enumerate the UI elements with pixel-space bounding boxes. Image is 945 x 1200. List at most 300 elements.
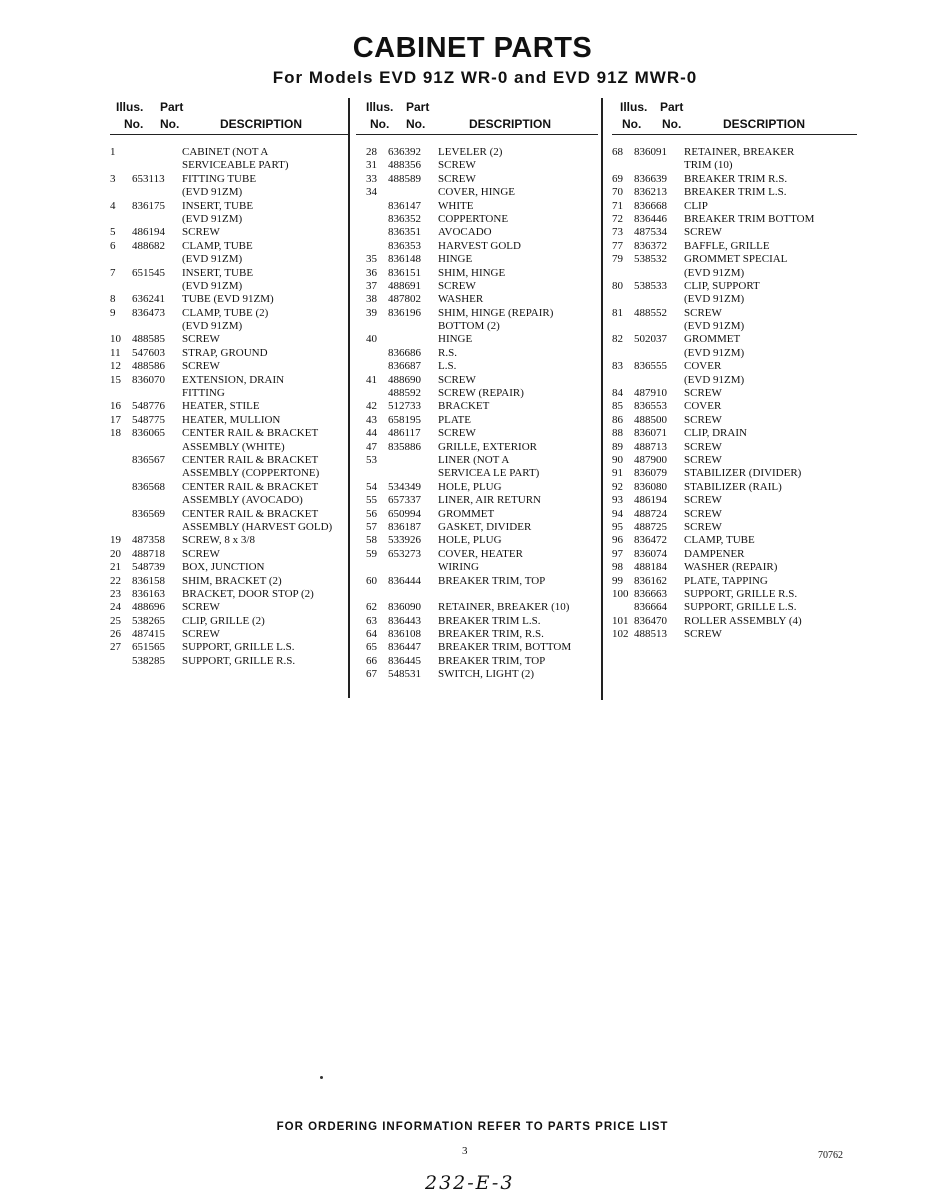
document-number: 70762 — [818, 1150, 843, 1161]
part-number: 836353 — [388, 239, 421, 252]
part-description: GROMMET SPECIAL — [684, 253, 788, 266]
header-rule-1 — [110, 134, 348, 135]
illus-number: 97 — [612, 547, 623, 560]
illus-number: 91 — [612, 467, 623, 480]
part-number: 836668 — [634, 199, 667, 212]
part-number: 488586 — [132, 360, 165, 373]
part-number: 836196 — [388, 306, 421, 319]
part-description: SUPPORT, GRILLE L.S. — [182, 641, 295, 654]
illus-number: 81 — [612, 306, 623, 319]
part-number: 836372 — [634, 239, 667, 252]
part-description: HARVEST GOLD — [438, 239, 521, 252]
part-description: SCREW — [684, 413, 722, 426]
header-part-no: No. — [160, 117, 180, 131]
part-number: 651565 — [132, 641, 165, 654]
part-description: L.S. — [438, 360, 457, 373]
part-description: COVER, HINGE — [438, 186, 515, 199]
part-description: SHIM, HINGE — [438, 266, 506, 279]
part-number: 836568 — [132, 480, 165, 493]
part-number: 836163 — [132, 587, 165, 600]
illus-number: 16 — [110, 400, 121, 413]
illus-number: 38 — [366, 293, 377, 306]
part-number: 486194 — [634, 494, 667, 507]
illus-number: 88 — [612, 427, 623, 440]
part-number: 836567 — [132, 453, 165, 466]
part-description: CLAMP, TUBE (2) — [182, 306, 269, 319]
part-number: 836664 — [634, 601, 667, 614]
part-description: SUPPORT, GRILLE R.S. — [684, 587, 798, 600]
part-description: CENTER RAIL & BRACKET — [182, 507, 319, 520]
part-description: CLIP — [684, 199, 708, 212]
illus-number: 17 — [110, 413, 121, 426]
part-description: LINER, AIR RETURN — [438, 494, 541, 507]
part-description: SCREW (REPAIR) — [438, 387, 524, 400]
part-description: R.S. — [438, 346, 457, 359]
illus-number: 94 — [612, 507, 623, 520]
part-number: 487358 — [132, 534, 165, 547]
part-number: 836569 — [132, 507, 165, 520]
part-number: 836147 — [388, 199, 421, 212]
illus-number: 23 — [110, 587, 121, 600]
part-number: 836470 — [634, 614, 667, 627]
part-description: COVER, HEATER — [438, 547, 523, 560]
part-description: HEATER, MULLION — [182, 413, 281, 426]
illus-number: 100 — [612, 587, 629, 600]
part-description: CLAMP, TUBE — [182, 239, 253, 252]
part-description: BRACKET, DOOR STOP (2) — [182, 587, 314, 600]
part-description: BREAKER TRIM R.S. — [684, 172, 788, 185]
part-number: 836090 — [388, 601, 421, 614]
part-description: RETAINER, BREAKER — [684, 146, 795, 158]
part-description: CENTER RAIL & BRACKET — [182, 427, 319, 440]
header-description: DESCRIPTION — [723, 117, 806, 131]
part-description: STRAP, GROUND — [182, 346, 268, 359]
part-description: COPPERTONE — [438, 212, 509, 225]
header-no: No. — [370, 117, 390, 131]
part-description: INSERT, TUBE — [182, 199, 254, 212]
speck — [320, 1076, 323, 1079]
part-number: 836148 — [388, 253, 421, 266]
part-number: 488592 — [388, 387, 421, 400]
part-number: 836091 — [634, 146, 667, 158]
header-rule-3 — [612, 134, 857, 135]
part-description: AVOCADO — [438, 226, 492, 239]
part-description: TRIM (10) — [684, 159, 733, 172]
part-number: 486117 — [388, 427, 421, 440]
part-number: 488691 — [388, 279, 421, 292]
illus-number: 24 — [110, 601, 121, 614]
illus-number: 66 — [366, 654, 377, 667]
part-number: 650994 — [388, 507, 421, 520]
part-number: 836443 — [388, 614, 421, 627]
part-number: 488184 — [634, 561, 667, 574]
illus-number: 90 — [612, 453, 623, 466]
part-description: EXTENSION, DRAIN — [182, 373, 285, 386]
part-description: WASHER (REPAIR) — [684, 561, 778, 574]
part-number: 836351 — [388, 226, 421, 239]
column-divider-2 — [601, 98, 603, 700]
part-description: SCREW — [684, 628, 722, 641]
part-description: BAFFLE, GRILLE — [684, 239, 770, 252]
header-part-no: No. — [406, 117, 426, 131]
part-number: 651545 — [132, 266, 165, 279]
part-description: SHIM, BRACKET (2) — [182, 574, 282, 587]
part-description: BREAKER TRIM, BOTTOM — [438, 641, 572, 654]
part-number: 488690 — [388, 373, 421, 386]
page-subtitle: For Models EVD 91Z WR-0 and EVD 91Z MWR-0 — [272, 68, 698, 87]
part-number: 547603 — [132, 346, 165, 359]
part-number: 534349 — [388, 480, 421, 493]
part-description: WIRING — [438, 561, 479, 574]
part-description: SCREW — [182, 601, 220, 614]
part-description: BREAKER TRIM L.S. — [438, 614, 541, 627]
part-description: BREAKER TRIM, R.S. — [438, 628, 544, 641]
column-header — [110, 96, 350, 132]
illus-number: 28 — [366, 146, 377, 158]
part-description: BREAKER TRIM, TOP — [438, 654, 546, 667]
part-description: (EVD 91ZM) — [182, 212, 243, 225]
part-description: (EVD 91ZM) — [684, 266, 745, 279]
part-number: 836445 — [388, 654, 421, 667]
part-description: HINGE — [438, 253, 473, 266]
part-description: GASKET, DIVIDER — [438, 520, 532, 533]
part-description: CLIP, GRILLE (2) — [182, 614, 265, 627]
part-number: 488725 — [634, 520, 667, 533]
column-header — [612, 96, 857, 132]
illus-number: 73 — [612, 226, 623, 239]
part-description: ASSEMBLY (COPPERTONE) — [182, 467, 320, 480]
part-number: 657337 — [388, 494, 421, 507]
part-description: SWITCH, LIGHT (2) — [438, 668, 535, 681]
illus-number: 7 — [110, 266, 116, 279]
part-number: 488356 — [388, 159, 421, 172]
part-description: SCREW — [684, 453, 722, 466]
part-description: SERVICEABLE PART) — [182, 159, 289, 172]
part-description: CLAMP, TUBE — [684, 534, 755, 547]
part-description: TUBE (EVD 91ZM) — [182, 293, 274, 306]
illus-number: 21 — [110, 561, 121, 574]
part-number: 836151 — [388, 266, 421, 279]
part-number: 836472 — [634, 534, 667, 547]
header-illus: Illus. — [366, 100, 394, 114]
part-number: 488696 — [132, 601, 165, 614]
illus-number: 47 — [366, 440, 377, 453]
illus-number: 63 — [366, 614, 377, 627]
illus-number: 71 — [612, 199, 623, 212]
part-number: 653273 — [388, 547, 421, 560]
part-description: (EVD 91ZM) — [182, 279, 243, 292]
part-number: 836553 — [634, 400, 667, 413]
part-number: 548531 — [388, 668, 421, 681]
illus-number: 10 — [110, 333, 121, 346]
page-number: 3 — [462, 1145, 468, 1157]
part-number: 836213 — [634, 186, 667, 199]
illus-number: 80 — [612, 279, 623, 292]
part-description: ASSEMBLY (AVOCADO) — [182, 494, 303, 507]
illus-number: 44 — [366, 427, 377, 440]
part-number: 488589 — [388, 172, 421, 185]
header-rule-2 — [356, 134, 598, 135]
part-number: 487900 — [634, 453, 667, 466]
illus-number: 33 — [366, 172, 377, 185]
part-number: 488585 — [132, 333, 165, 346]
part-number: 653113 — [132, 172, 165, 185]
illus-number: 25 — [110, 614, 121, 627]
part-description: LINER (NOT A — [438, 453, 510, 466]
part-number: 512733 — [388, 400, 421, 413]
part-number: 836686 — [388, 346, 421, 359]
part-description: (EVD 91ZM) — [684, 320, 745, 333]
part-description: STABILIZER (DIVIDER) — [684, 467, 802, 480]
part-number: 488713 — [634, 440, 667, 453]
part-description: BREAKER TRIM, TOP — [438, 574, 546, 587]
header-description: DESCRIPTION — [469, 117, 552, 131]
part-number: 487910 — [634, 387, 667, 400]
illus-number: 58 — [366, 534, 377, 547]
part-number: 835886 — [388, 440, 421, 453]
part-description: LEVELER (2) — [438, 146, 503, 158]
header-illus: Illus. — [620, 100, 648, 114]
illus-number: 40 — [366, 333, 377, 346]
part-number: 836473 — [132, 306, 165, 319]
part-description: SCREW — [684, 306, 722, 319]
part-description: SUPPORT, GRILLE L.S. — [684, 601, 797, 614]
illus-number: 99 — [612, 574, 623, 587]
illus-number: 22 — [110, 574, 121, 587]
illus-number: 4 — [110, 199, 116, 212]
header-no: No. — [622, 117, 642, 131]
illus-number: 92 — [612, 480, 623, 493]
part-description: HOLE, PLUG — [438, 534, 502, 547]
column-header — [356, 96, 596, 132]
part-description: ROLLER ASSEMBLY (4) — [684, 614, 802, 627]
part-number: 836444 — [388, 574, 421, 587]
part-number: 836663 — [634, 587, 667, 600]
part-number: 836079 — [634, 467, 667, 480]
illus-number: 41 — [366, 373, 377, 386]
part-number: 836639 — [634, 172, 667, 185]
ordering-note: FOR ORDERING INFORMATION REFER TO PARTS PRICE LIST — [276, 1121, 669, 1133]
part-description: SCREW — [684, 520, 722, 533]
illus-number: 43 — [366, 413, 377, 426]
part-number: 488552 — [634, 306, 667, 319]
part-description: COVER — [684, 360, 722, 373]
illus-number: 72 — [612, 212, 623, 225]
part-number: 548739 — [132, 561, 165, 574]
part-description: (EVD 91ZM) — [182, 186, 243, 199]
part-description: PLATE, TAPPING — [684, 574, 768, 587]
part-description: SCREW — [684, 494, 722, 507]
part-number: 538265 — [132, 614, 165, 627]
part-description: SUPPORT, GRILLE R.S. — [182, 654, 296, 667]
illus-number: 82 — [612, 333, 623, 346]
illus-number: 64 — [366, 628, 377, 641]
part-description: GROMMET — [438, 507, 495, 520]
part-description: BOTTOM (2) — [438, 320, 500, 333]
part-description: SCREW, 8 x 3/8 — [182, 534, 255, 547]
part-description: HEATER, STILE — [182, 400, 260, 413]
illus-number: 56 — [366, 507, 377, 520]
part-description: SCREW — [438, 159, 476, 172]
part-description: SCREW — [438, 279, 476, 292]
part-number: 488724 — [634, 507, 667, 520]
part-description: ASSEMBLY (HARVEST GOLD) — [182, 520, 333, 533]
illus-number: 85 — [612, 400, 623, 413]
part-number: 836074 — [634, 547, 667, 560]
parts-column-2 — [356, 96, 596, 132]
illus-number: 34 — [366, 186, 377, 199]
part-number: 836080 — [634, 480, 667, 493]
part-number: 487415 — [132, 628, 165, 641]
part-number: 836108 — [388, 628, 421, 641]
part-number: 836446 — [634, 212, 667, 225]
illus-number: 67 — [366, 668, 377, 681]
part-description: GRILLE, EXTERIOR — [438, 440, 537, 453]
part-description: STABILIZER (RAIL) — [684, 480, 782, 493]
illus-number: 12 — [110, 360, 121, 373]
part-description: (EVD 91ZM) — [684, 346, 745, 359]
part-number: 488682 — [132, 239, 165, 252]
part-description: (EVD 91ZM) — [182, 253, 243, 266]
illus-number: 60 — [366, 574, 377, 587]
part-description: BOX, JUNCTION — [182, 561, 265, 574]
illus-number: 98 — [612, 561, 623, 574]
illus-number: 39 — [366, 306, 377, 319]
part-number: 836352 — [388, 212, 421, 225]
illus-number: 35 — [366, 253, 377, 266]
part-number: 488513 — [634, 628, 667, 641]
illus-number: 65 — [366, 641, 377, 654]
illus-number: 95 — [612, 520, 623, 533]
part-description: BRACKET — [438, 400, 490, 413]
header-description: DESCRIPTION — [220, 117, 303, 131]
part-description: ASSEMBLY (WHITE) — [182, 440, 285, 453]
part-number: 502037 — [634, 333, 667, 346]
illus-number: 86 — [612, 413, 623, 426]
part-number: 487534 — [634, 226, 667, 239]
part-description: COVER — [684, 400, 722, 413]
illus-number: 20 — [110, 547, 121, 560]
part-description: (EVD 91ZM) — [684, 293, 745, 306]
column-divider-1 — [348, 98, 350, 698]
part-description: SCREW — [684, 226, 722, 239]
illus-number: 79 — [612, 253, 623, 266]
part-description: BREAKER TRIM L.S. — [684, 186, 787, 199]
part-description: PLATE — [438, 413, 471, 426]
part-number: 636392 — [388, 146, 421, 158]
part-number: 487802 — [388, 293, 421, 306]
illus-number: 5 — [110, 226, 116, 239]
illus-number: 96 — [612, 534, 623, 547]
illus-number: 36 — [366, 266, 377, 279]
illus-number: 68 — [612, 146, 623, 158]
illus-number: 26 — [110, 628, 121, 641]
header-part-no: No. — [662, 117, 682, 131]
illus-number: 6 — [110, 239, 116, 252]
header-no: No. — [124, 117, 144, 131]
illus-number: 62 — [366, 601, 377, 614]
part-description: SCREW — [438, 172, 476, 185]
part-description: WASHER — [438, 293, 484, 306]
part-description: CLIP, SUPPORT — [684, 279, 760, 292]
part-description: SCREW — [182, 547, 220, 560]
part-description: CLIP, DRAIN — [684, 427, 747, 440]
illus-number: 93 — [612, 494, 623, 507]
part-description: RETAINER, BREAKER (10) — [438, 601, 570, 614]
illus-number: 8 — [110, 293, 116, 306]
illus-number: 11 — [110, 346, 121, 359]
part-description: SCREW — [438, 427, 476, 440]
parts-column-3 — [612, 96, 857, 132]
part-number: 636241 — [132, 293, 165, 306]
part-description: SHIM, HINGE (REPAIR) — [438, 306, 554, 319]
header-part: Part — [160, 100, 184, 114]
part-number: 836187 — [388, 520, 421, 533]
illus-number: 57 — [366, 520, 377, 533]
parts-column-1 — [110, 96, 350, 132]
part-description: SCREW — [684, 507, 722, 520]
illus-number: 54 — [366, 480, 377, 493]
part-number: 836070 — [132, 373, 165, 386]
illus-number: 9 — [110, 306, 116, 319]
illus-number: 101 — [612, 614, 629, 627]
part-description: (EVD 91ZM) — [684, 373, 745, 386]
part-description: FITTING TUBE — [182, 172, 257, 185]
part-number: 486194 — [132, 226, 165, 239]
illus-number: 77 — [612, 239, 623, 252]
illus-number: 3 — [110, 172, 116, 185]
part-description: SCREW — [182, 628, 220, 641]
part-description: SCREW — [438, 373, 476, 386]
part-number: 488500 — [634, 413, 667, 426]
part-number: 488718 — [132, 547, 165, 560]
part-description: GROMMET — [684, 333, 741, 346]
part-number: 658195 — [388, 413, 421, 426]
part-description: SCREW — [182, 360, 220, 373]
illus-number: 69 — [612, 172, 623, 185]
part-number: 836162 — [634, 574, 667, 587]
part-description: SERVICEA LE PART) — [438, 467, 540, 480]
illus-number: 83 — [612, 360, 623, 373]
part-description: CABINET (NOT A — [182, 146, 269, 158]
part-description: HOLE, PLUG — [438, 480, 502, 493]
part-number: 538285 — [132, 654, 165, 667]
header-illus: Illus. — [116, 100, 144, 114]
page-title: CABINET PARTS — [352, 32, 593, 64]
illus-number: 18 — [110, 427, 121, 440]
part-number: 836158 — [132, 574, 165, 587]
handwritten-note: 232-E-3 — [425, 1172, 515, 1194]
illus-number: 19 — [110, 534, 121, 547]
illus-number: 55 — [366, 494, 377, 507]
part-number: 836555 — [634, 360, 667, 373]
illus-number: 59 — [366, 547, 377, 560]
part-number: 548775 — [132, 413, 165, 426]
part-number: 533926 — [388, 534, 421, 547]
illus-number: 27 — [110, 641, 121, 654]
illus-number: 1 — [110, 146, 116, 158]
part-number: 538533 — [634, 279, 667, 292]
illus-number: 15 — [110, 373, 121, 386]
part-number: 836065 — [132, 427, 165, 440]
part-number: 548776 — [132, 400, 165, 413]
illus-number: 102 — [612, 628, 629, 641]
part-description: CENTER RAIL & BRACKET — [182, 480, 319, 493]
illus-number: 89 — [612, 440, 623, 453]
part-number: 538532 — [634, 253, 667, 266]
illus-number: 37 — [366, 279, 377, 292]
part-description: DAMPENER — [684, 547, 745, 560]
